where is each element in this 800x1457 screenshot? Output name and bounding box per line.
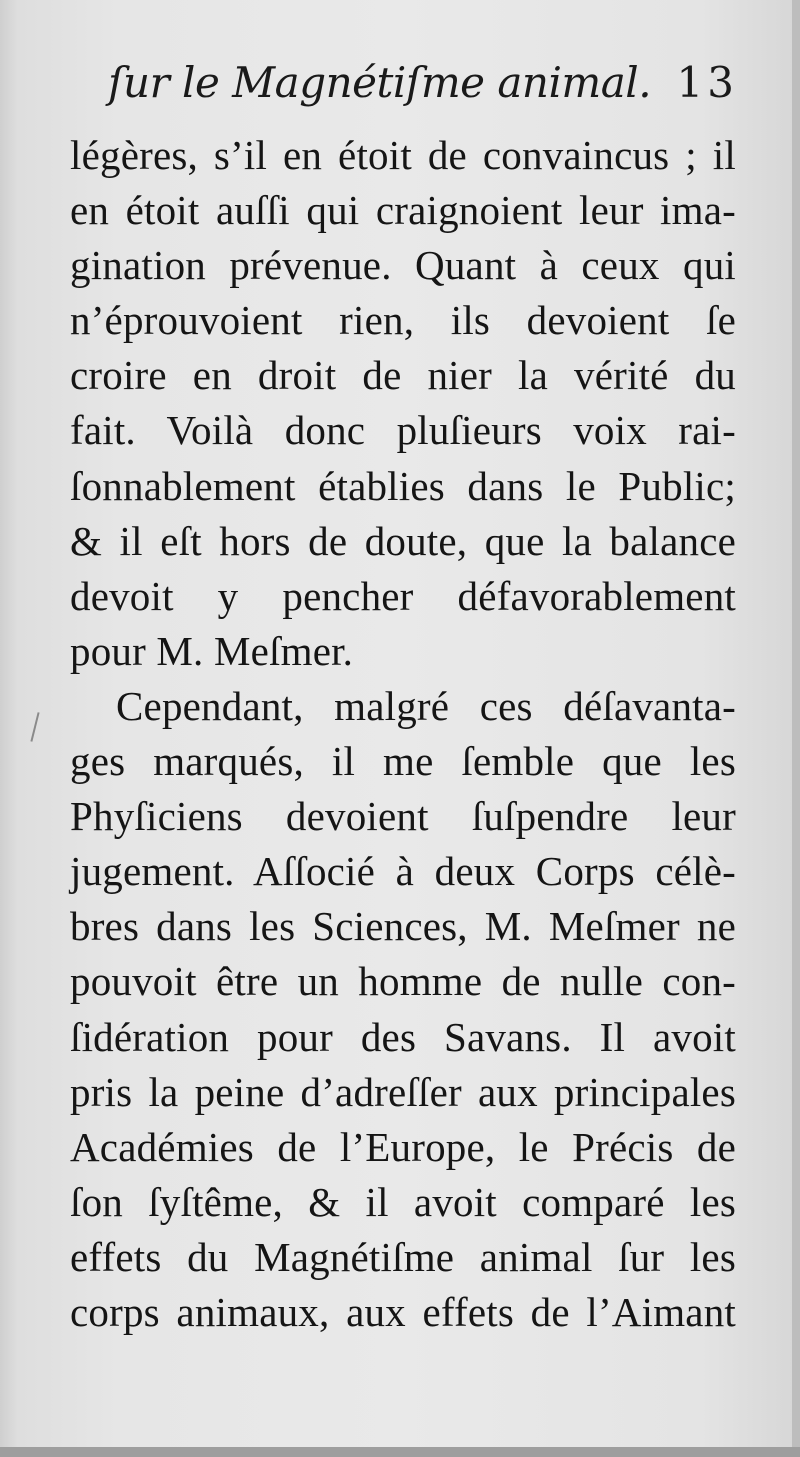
text-line: légères, s’il en étoit de convaincus ; il: [70, 132, 736, 178]
text-line: corps animaux, aux effets de l’Aimant: [70, 1288, 736, 1335]
paragraph-start-line: Cependant, malgré ces déſavanta-: [116, 682, 736, 729]
text-line: ſonnablement établies dans le Public;: [70, 462, 736, 509]
body-text: [70, 128, 736, 1340]
text-line: jugement. Aſſocié à deux Corps célè-: [70, 848, 736, 895]
text-line: ſidération pour des Savans. Il avoit: [70, 1013, 736, 1060]
paragraph-end-line: pour M. Meſmer.: [70, 627, 354, 674]
text-line: ſon ſyſtême, & il avoit comparé les: [70, 1178, 736, 1225]
text-line: Phyſiciens devoient ſuſpendre leur: [70, 793, 736, 840]
text-line: effets du Magnétiſme animal ſur les: [70, 1233, 736, 1280]
page-number: 13: [676, 58, 738, 107]
text-line: fait. Voilà donc pluſieurs voix rai-: [70, 407, 736, 454]
text-line: devoit y pencher défavorablement: [70, 572, 736, 619]
text-line: en étoit auſſi qui craignoient leur ima-: [70, 187, 736, 234]
text-line: croire en droit de nier la vérité du: [70, 352, 736, 399]
margin-mark: [30, 712, 39, 742]
text-line: gination prévenue. Quant à ceux qui: [70, 242, 736, 289]
text-line: pouvoit être un homme de nulle con-: [70, 958, 736, 1005]
text-line: Académies de l’Europe, le Précis de: [70, 1123, 736, 1170]
page-header: [108, 48, 738, 118]
text-line: pris la peine d’adreſſer aux principales: [70, 1068, 736, 1115]
text-line: bres dans les Sciences, M. Meſmer ne: [70, 903, 736, 950]
text-line: & il eſt hors de doute, que la balance: [70, 517, 736, 564]
text-line: n’éprouvoient rien, ils devoient ſe: [70, 297, 736, 344]
text-line: ges marqués, il me ſemble que les: [70, 738, 736, 785]
running-title: ſur le Magnétiſme animal.: [108, 58, 652, 107]
